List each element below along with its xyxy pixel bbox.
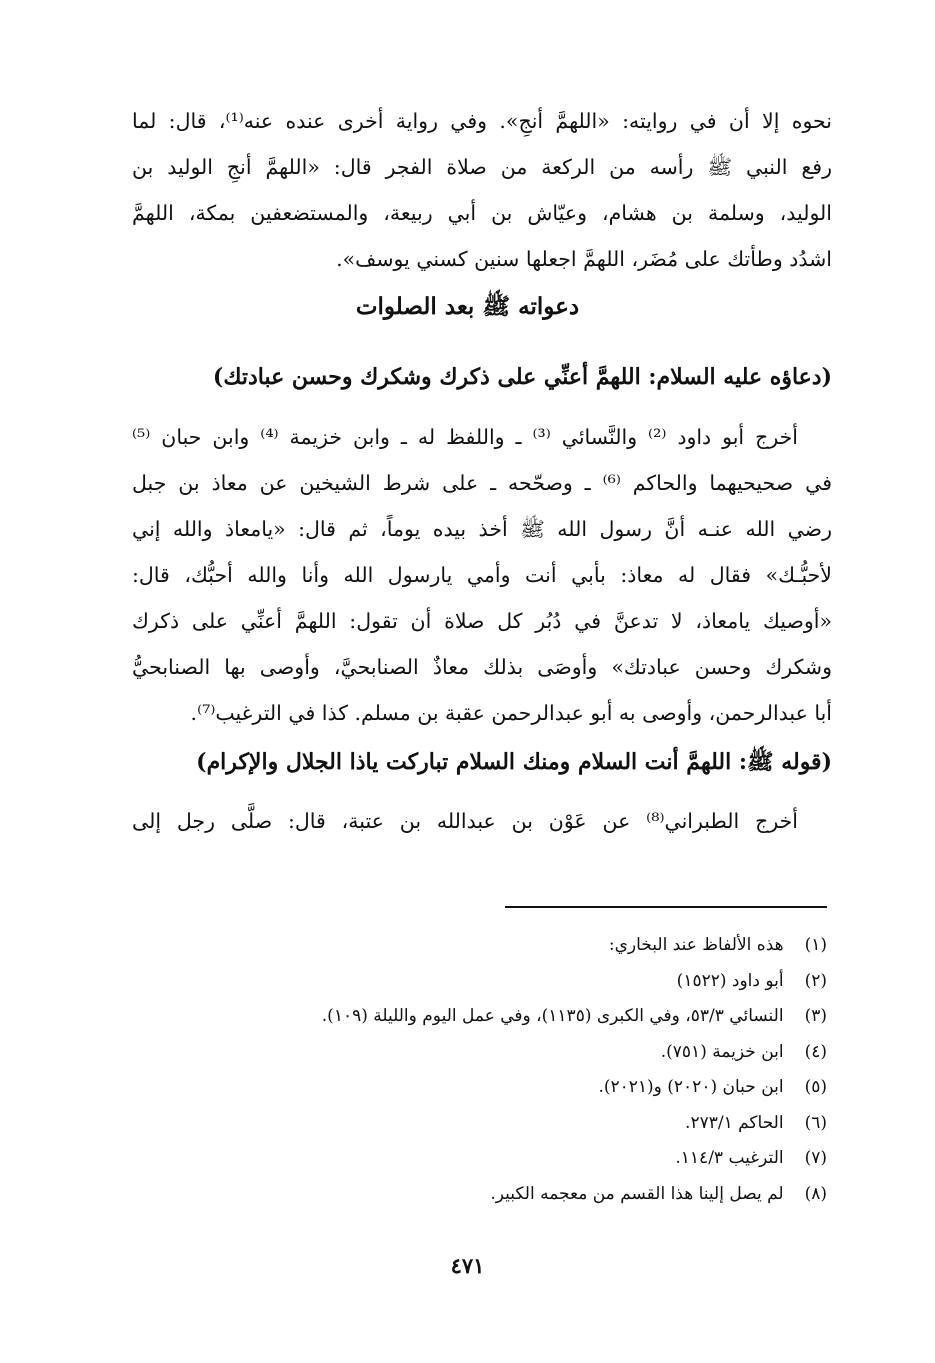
footnote-number: (٢) — [804, 970, 827, 991]
footnote-text: هذه الألفاظ عند البخاري: — [608, 935, 784, 955]
footnote-number: (٣) — [804, 1006, 827, 1026]
footnote-item — [147, 999, 827, 1035]
text-line: اشدُد وطأتك على مُضَر، اللهمَّ اجعلها سنين كسني يوسف». — [336, 247, 832, 271]
footnote-text: النسائي ٥٣/٣، وفي الكبرى (١١٣٥)، وفي عمل اليوم والليلة (١٠٩). — [321, 1006, 784, 1026]
page-number: ٤٧١ — [450, 1253, 485, 1278]
intro-paragraph — [132, 98, 832, 282]
text-line: في صحيحيهما والحاكم ⁽⁶⁾ ـ وصحّحه ـ على شرط الشيخين عن معاذ بن جبل — [132, 471, 832, 495]
footnote-item — [147, 1106, 827, 1142]
footnote-separator — [505, 906, 827, 908]
subsection-1-paragraph — [132, 414, 832, 736]
footnote-item — [147, 1177, 827, 1213]
footnote-text: الترغيب ١١٤/٣. — [675, 1148, 784, 1168]
text-line: رفع النبي ﷺ رأسه من الركعة من صلاة الفجر قال: «اللهمَّ أنجِ الوليد بن — [132, 155, 832, 179]
footnotes-list — [147, 928, 827, 1212]
footnote-number: (١) — [804, 935, 827, 955]
footnote-text: أبو داود (١٥٢٢) — [676, 970, 784, 991]
text-line: «أوصيك يامعاذ، لا تدعنَّ في دُبُر كل صلاة أن تقول: اللهمَّ أعنِّي على ذكرك — [132, 609, 832, 633]
text-line: أخرج أبو داود ⁽²⁾ والنَّسائي ⁽³⁾ ـ واللفظ له ـ وابن خزيمة ⁽⁴⁾ وابن حبان ⁽⁵⁾ — [132, 425, 799, 449]
footnote-text: لم يصل إلينا هذا القسم من معجمه الكبير. — [490, 1183, 784, 1204]
footnote-text: الحاكم ٢٧٣/١. — [685, 1112, 784, 1133]
text-line: أخرج الطبراني⁽⁸⁾ عن عَوْن بن عبدالله بن عتبة، قال: صلَّى رجل إلى — [132, 809, 798, 833]
text-line: الوليد، وسلمة بن هشام، وعيّاش بن أبي ربيعة، والمستضعفين بمكة، اللهمَّ — [132, 201, 832, 225]
footnote-number: (٨) — [804, 1183, 827, 1204]
subsection-title-2: (قوله ﷺ: اللهمَّ أنت السلام ومنك السلام تباركت ياذا الجلال والإكرام) — [196, 749, 832, 775]
text-line: وشكرك وحسن عبادتك» وأوصَى بذلك معاذٌ الصنابحيَّ، وأوصى بها الصنابحيُّ — [132, 655, 832, 679]
text-line: نحوه إلا أن في روايته: «اللهمَّ أنجِ». وفي رواية أخرى عنده عنه⁽¹⁾، قال: لما — [132, 109, 832, 133]
footnote-number: (٧) — [804, 1148, 827, 1168]
footnote-item — [147, 1070, 827, 1106]
footnote-item — [147, 1035, 827, 1071]
text-line: أبا عبدالرحمن، وأوصى به أبو عبدالرحمن عقبة بن مسلم. كذا في الترغيب⁽⁷⁾. — [190, 701, 832, 725]
footnote-number: (٤) — [804, 1041, 827, 1062]
footnote-item — [147, 964, 827, 1000]
footnote-item — [147, 1141, 827, 1177]
footnote-text: ابن حبان (٢٠٢٠) و(٢٠٢١). — [598, 1077, 784, 1097]
section-title: دعواته ﷺ بعد الصلوات — [355, 293, 580, 320]
subsection-title-1: (دعاؤه عليه السلام: اللهمَّ أعنِّي على ذكرك وشكرك وحسن عبادتك) — [212, 364, 832, 390]
text-line: لأحبُّـك» فقال له معاذ: بأبي أنت وأمي يارسول الله وأنا والله أحبُّك، قال: — [132, 563, 832, 587]
text-line: رضي الله عنـه أنَّ رسول الله ﷺ أخذ بيده يوماً، ثم قال: «يامعاذ والله إني — [132, 517, 832, 541]
footnote-number: (٦) — [804, 1112, 827, 1133]
footnote-item — [147, 928, 827, 964]
footnote-text: ابن خزيمة (٧٥١). — [660, 1041, 784, 1062]
footnote-number: (٥) — [804, 1077, 827, 1097]
subsection-2-paragraph — [132, 798, 832, 844]
